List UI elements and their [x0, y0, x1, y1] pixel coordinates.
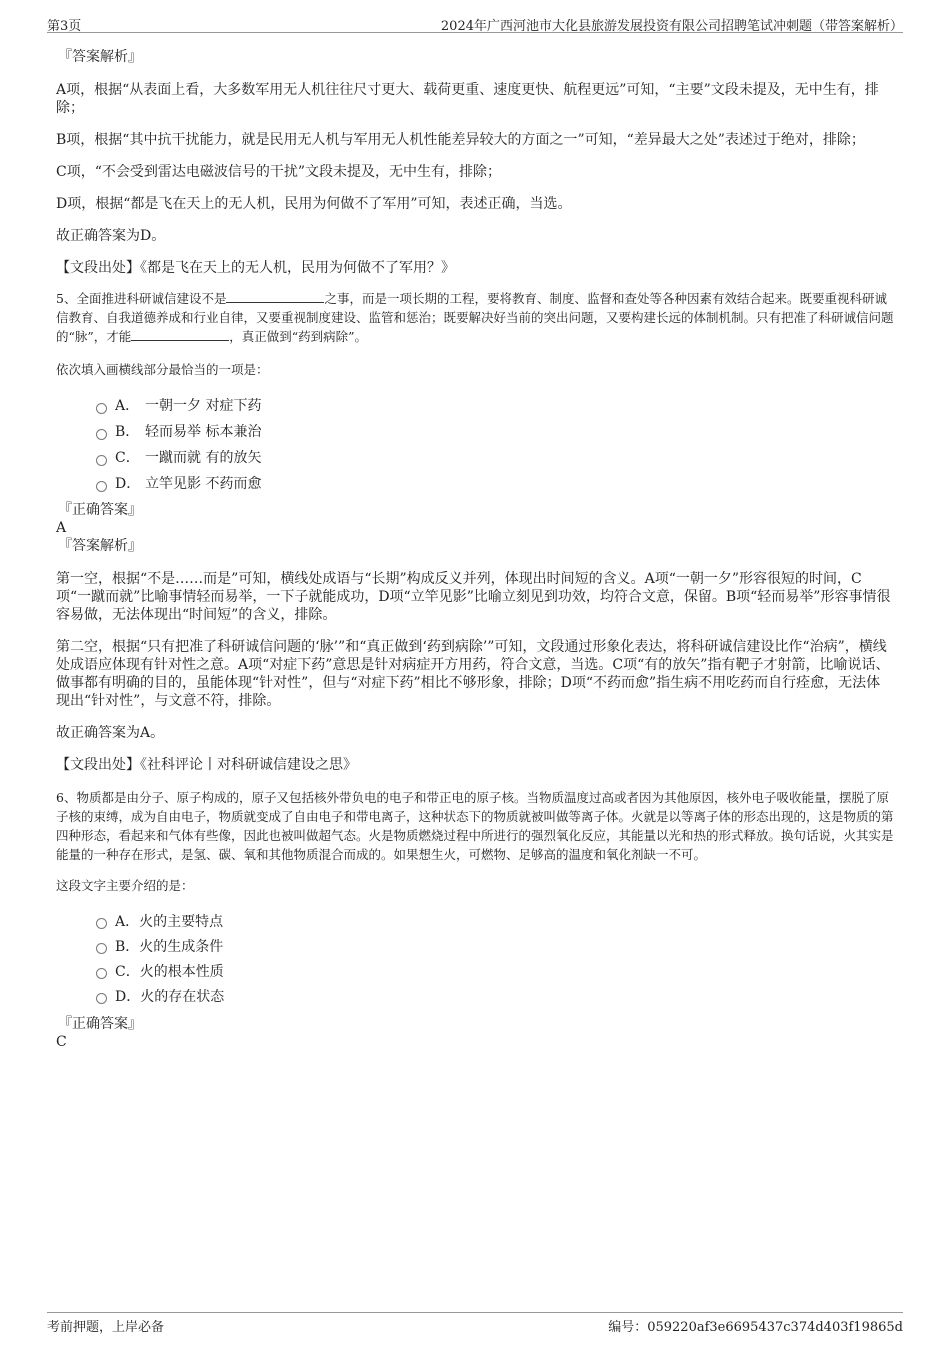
question-5-text: 5、全面推进科研诚信建设不是 之事，而是一项长期的工程，要将教育、制度、监督和查处等各种因素有效结合起来。既要重视科研诚信教育、自我道德养成和行业自律，又要重视制度建设、监管和惩治；既要解决好当前的突出问题，又要构建长远的体制机制。只有把准了科研诚信问题的“脉”，才能 ，真正做到“药到病除”。	[56, 291, 894, 344]
source-citation: 【文段出处】《都是飞在天上的无人机，民用为何做不了军用？》	[56, 260, 455, 276]
page-number: 第3页	[47, 19, 82, 34]
analysis-paragraph: D项，根据“都是飞在天上的无人机，民用为何做不了军用”可知，表述正确，当选。	[56, 196, 572, 212]
analysis-paragraph: 第一空，根据“不是……而是”可知，横线处成语与“长期”构成反义并列，体现出时间短的含义。A项“一朝一夕”形容很短的时间，C项“一蹴而就”比喻事情轻而易举，一下子就能成功，D项“立竿见影”比喻立刻见到功效，均符合文意，保留。B项“轻而易举”形容事情很容易做，无法体现出“时间短”的含义，排除。	[56, 571, 891, 623]
final-answer: 故正确答案为A。	[56, 725, 165, 741]
answer-label: 『正确答案』	[58, 502, 142, 518]
analysis-paragraph: B项，根据“其中抗干扰能力，就是民用无人机与军用无人机性能差异较大的方面之一”可知，“差异最大之处”表述过于绝对，排除；	[56, 132, 865, 148]
question-6-options	[96, 909, 894, 1009]
correct-answer: A	[56, 520, 67, 536]
option-c[interactable]: C． 一蹴而就 有的放矢	[96, 445, 894, 471]
source-citation: 【文段出处】《社科评论丨对科研诚信建设之思》	[56, 757, 357, 773]
answer-label: 『正确答案』	[58, 1016, 142, 1032]
option-a[interactable]: A． 火的主要特点	[96, 909, 894, 934]
analysis-label: 『答案解析』	[58, 538, 142, 554]
document-title: 2024年广西河池市大化县旅游发展投资有限公司招聘笔试冲刺题（带答案解析）	[440, 19, 903, 34]
radio-icon[interactable]	[96, 943, 107, 954]
fill-blank	[226, 290, 324, 303]
radio-icon[interactable]	[96, 968, 107, 979]
analysis-paragraph: 第二空，根据“只有把准了科研诚信问题的‘脉’”和“真正做到‘药到病除’”可知，文段通过形象化表达，将科研诚信建设比作“治病”，横线处成语应体现有针对性之意。A项“对症下药”意思是针对病症开方用药，符合文意，当选。C项“有的放矢”指有靶子才射箭，比喻说话、做事都有明确的目的，虽能体现“针对性”，但与“对症下药”相比不够形象，排除；D项“不药而愈”指生病不用吃药而自行痊愈，无法体现出“针对性”，与文意不符，排除。	[56, 639, 890, 709]
final-answer: 故正确答案为D。	[56, 228, 166, 244]
option-d[interactable]: D． 火的存在状态	[96, 984, 894, 1009]
radio-icon[interactable]	[96, 403, 107, 414]
analysis-paragraph: A项，根据“从表面上看，大多数军用无人机往往尺寸更大、载荷更重、速度更快、航程更远”可知，“主要”文段未提及，无中生有，排除；	[56, 82, 879, 116]
radio-icon[interactable]	[96, 455, 107, 466]
analysis-paragraph: C项，“不会受到雷达电磁波信号的干扰”文段未提及，无中生有，排除；	[56, 164, 502, 180]
option-d[interactable]: D． 立竿见影 不药而愈	[96, 471, 894, 497]
radio-icon[interactable]	[96, 429, 107, 440]
document-id: 编号：059220af3e6695437c374d403f19865d	[608, 1320, 903, 1335]
page-header	[47, 12, 903, 33]
question-prompt: 这段文字主要介绍的是：	[56, 878, 194, 893]
footer-slogan: 考前押题，上岸必备	[47, 1320, 165, 1335]
option-b[interactable]: B． 轻而易举 标本兼治	[96, 419, 894, 445]
fill-blank	[131, 328, 229, 341]
radio-icon[interactable]	[96, 918, 107, 929]
option-a[interactable]: A． 一朝一夕 对症下药	[96, 393, 894, 419]
correct-answer: C	[56, 1034, 67, 1050]
page-footer	[47, 1312, 903, 1337]
question-prompt: 依次填入画横线部分最恰当的一项是：	[56, 362, 269, 377]
radio-icon[interactable]	[96, 481, 107, 492]
option-b[interactable]: B． 火的生成条件	[96, 934, 894, 959]
page-content	[56, 48, 894, 1051]
option-c[interactable]: C． 火的根本性质	[96, 959, 894, 984]
question-5-options	[96, 393, 894, 497]
analysis-label: 『答案解析』	[58, 49, 142, 65]
question-6-text: 6、物质都是由分子、原子构成的，原子又包括核外带负电的电子和带正电的原子核。当物质温度过高或者因为其他原因，核外电子吸收能量，摆脱了原子核的束缚，成为自由电子，物质就变成了自由电子和带电离子，这种状态下的物质就被叫做等离子体。火就是以等离子体的形态出现的，这是物质的第四种形态，看起来和气体有些像，因此也被叫做超气态。火是物质燃烧过程中所进行的强烈氧化反应，其能量以光和热的形式释放。换句话说，火其实是能量的一种存在形式，是氢、碳、氧和其他物质混合而成的。如果想生火，可燃物、足够高的温度和氧化剂缺一不可。	[56, 790, 894, 862]
radio-icon[interactable]	[96, 993, 107, 1004]
